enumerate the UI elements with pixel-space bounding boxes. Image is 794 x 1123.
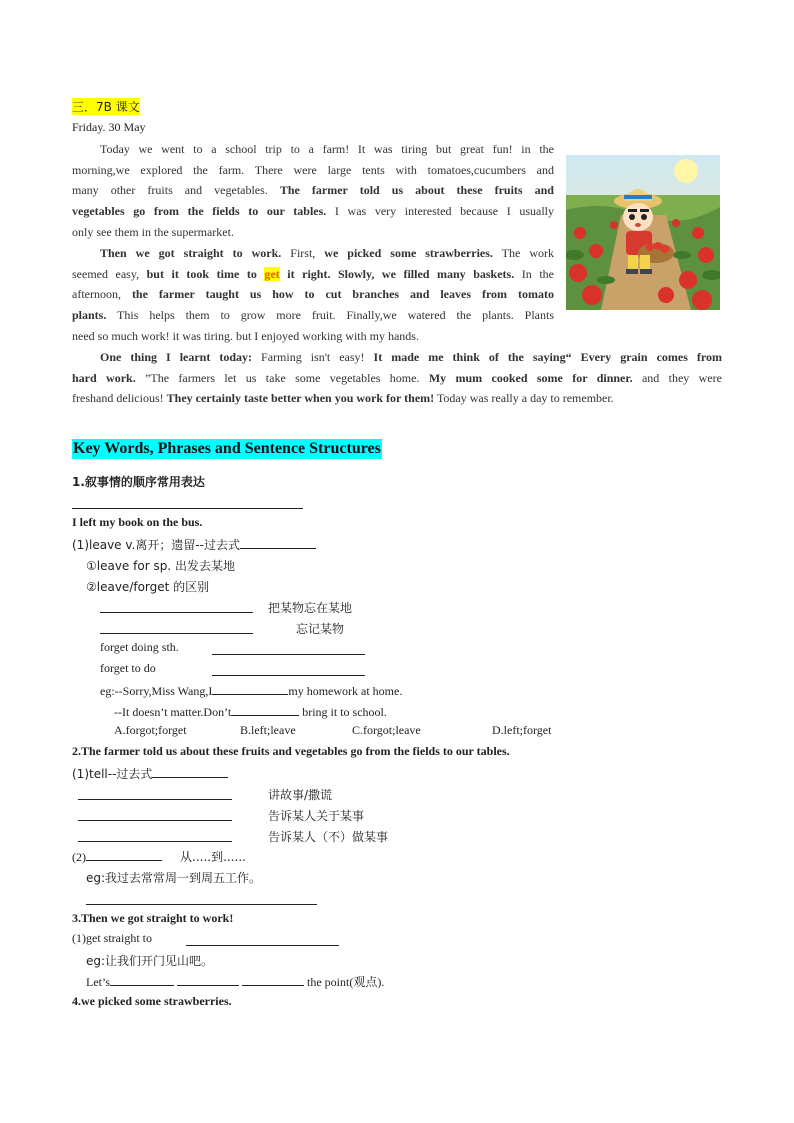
- section-header: [72, 98, 140, 115]
- p2-line-4: plants. This helps them to grow more fruit. Finally,we watered the plants. Plants: [72, 308, 554, 323]
- p2-line-5: need so much work! it was tiring. but I enjoyed working with my hands.: [72, 328, 419, 343]
- lets-blank-1[interactable]: [110, 973, 174, 986]
- leave-line: (1)leave v.离开；遗留--过去式: [72, 536, 316, 553]
- option-d[interactable]: D.left;forget: [492, 723, 552, 737]
- item-4-heading: 4.we picked some strawberries.: [72, 994, 232, 1008]
- forget-to-label: forget to do: [100, 661, 156, 675]
- eg-line-3: eg:我过去常常周一到周五工作。: [86, 871, 262, 885]
- forget-sth-meaning: 忘记某物: [296, 622, 345, 636]
- passage-paragraph-2: [72, 243, 554, 346]
- answer-line-tell-1[interactable]: [78, 799, 232, 800]
- eg-line-1: eg:--Sorry,Miss Wang,I my homework at home.: [100, 684, 403, 698]
- p3-line-3: freshand delicious! They certainly taste better when you work for them! Today was really a day to remember.: [72, 391, 614, 406]
- p2-line-1: Then we got straight to work. First, we picked some strawberries. The work: [100, 246, 554, 260]
- tell-to-do-meaning: 告诉某人（不）做某事: [268, 830, 389, 844]
- illustration-svg: [566, 155, 720, 310]
- p1-line-5: only see them in the supermarket.: [72, 224, 234, 239]
- p2-line-3: afternoon, the farmer taught us how to cut branches and leaves from tomato: [72, 287, 554, 302]
- eg1-blank[interactable]: [212, 682, 288, 695]
- from-to-line: (2) 从.....到......: [72, 850, 246, 864]
- item-1-heading: 1.叙事情的顺序常用表达: [72, 475, 205, 489]
- get-straight-to-label: (1)get straight to: [72, 931, 152, 945]
- lets-line: Let’s the point(观点).: [86, 975, 385, 989]
- strawberry-farm-illustration: [566, 155, 720, 310]
- p3-line-1: One thing I learnt today: Farming isn't easy! It made me think of the saying“ Every grain comes from: [100, 350, 722, 364]
- p1-line-4: vegetables go from the fields to our tables. I was very interested because I usually: [72, 204, 554, 219]
- tell-story-meaning: 讲故事/撒谎: [268, 788, 333, 802]
- tell-past-blank[interactable]: [152, 765, 228, 778]
- key-words-heading: Key Words, Phrases and Sentence Structures: [73, 440, 381, 457]
- answer-line-tell-3[interactable]: [78, 841, 232, 842]
- lets-blank-3[interactable]: [242, 973, 304, 986]
- p3-line-2: hard work. ”The farmers let us take some vegetables home. My mum cooked some for dinner. and they were: [72, 370, 722, 385]
- option-a[interactable]: A.forgot;forget: [114, 723, 187, 737]
- eg-line-2: --It doesn’t matter.Don’t bring it to school.: [114, 705, 387, 719]
- eg2-blank[interactable]: [231, 703, 299, 716]
- passage-paragraph-1: [72, 139, 554, 242]
- p1-line-2: morning,we explored the farm. There were large tents with tomatoes,cucumbers and: [72, 162, 554, 177]
- option-c[interactable]: C.forgot;leave: [352, 723, 421, 737]
- answer-line-forget-1[interactable]: [100, 633, 253, 634]
- date-line: Friday. 30 May: [72, 120, 146, 134]
- item-3-heading: 3.Then we got straight to work!: [72, 911, 234, 925]
- section-number: 三．: [72, 100, 97, 114]
- sun-icon: [674, 159, 698, 183]
- p1-line-1: Today we went to a school trip to a farm! It was tiring but great fun! in the: [100, 142, 554, 156]
- section-title: 7B 课文: [96, 100, 140, 114]
- leave-past-blank[interactable]: [240, 536, 316, 549]
- answer-line-1[interactable]: [72, 508, 303, 509]
- leave-sth-meaning: 把某物忘在某地: [268, 601, 353, 615]
- leave-for-line: ①leave for sp. 出发去某地: [86, 559, 235, 573]
- answer-line-tell-2[interactable]: [78, 820, 232, 821]
- answer-line-forget-to[interactable]: [212, 675, 365, 676]
- tell-line: (1)tell--过去式: [72, 765, 228, 782]
- tell-about-meaning: 告诉某人关于某事: [268, 809, 365, 823]
- lets-blank-2[interactable]: [177, 973, 239, 986]
- example-sentence-1: I left my book on the bus.: [72, 515, 203, 529]
- answer-line-gst[interactable]: [186, 945, 339, 946]
- option-b[interactable]: B.left;leave: [240, 723, 296, 737]
- eg-line-4: eg:让我们开门见山吧。: [86, 954, 214, 968]
- forget-doing-label: forget doing sth.: [100, 640, 179, 654]
- item-2-heading: 2.The farmer told us about these fruits and vegetables go from the fields to our tables.: [72, 744, 510, 758]
- leave-forget-diff: ②leave/forget 的区别: [86, 580, 210, 594]
- answer-line-leave-1[interactable]: [100, 612, 253, 613]
- answer-line-eg3[interactable]: [86, 904, 317, 905]
- p1-line-3: many other fruits and vegetables. The farmer told us about these fruits and: [72, 183, 554, 198]
- answer-line-forget-doing[interactable]: [212, 654, 365, 655]
- from-to-blank[interactable]: [86, 848, 162, 861]
- passage-paragraph-3: [72, 347, 722, 409]
- p2-line-2: seemed easy, but it took time to get it right. Slowly, we filled many baskets. In the: [72, 266, 554, 281]
